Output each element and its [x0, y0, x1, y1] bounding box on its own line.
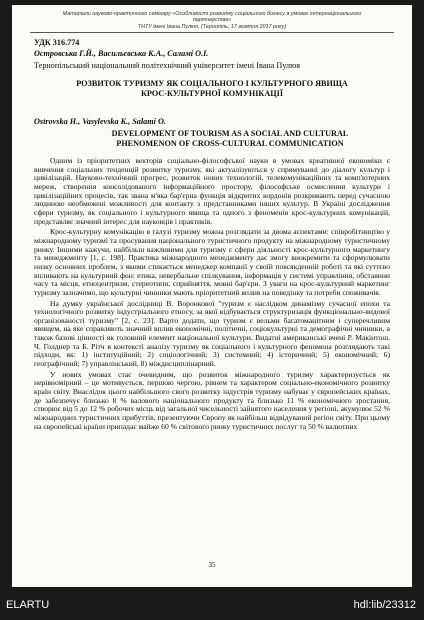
handle-link[interactable]: hdl:lib/23312	[353, 599, 416, 611]
conference-header	[30, 11, 394, 30]
authors: Островська Г.Й., Васильєвська К.А., Саламі О.І.	[34, 49, 209, 58]
paragraph: На думку української дослідниці В. Воронкової "туризм є наслідком динамізму сучасної епохи та технологічного розвитку індустріального етносу, за якої відбувається структуризація функціонально-видової організованості туризму" [2, с. 23]. Варто додати, що туризм є вельми багатоманітним і суперечливим явищем, на яке справляють значний вплив економічні, політичні, соціокультурні та демографічні чинники, а також базові цінності як головний елемент національної культури. Видатні американські вчені Р. Макінтош, Ч. Голднер та Б. Рітч в контексті аналізу туризму як соціального і культурного феномена розглядають такі підходи, як: 1) інституційний; 2) соціологічний; 3) системний; 4) історичний; 5) економічний; 6) географічний; 7) управлінський, 8) міждисциплінарний.	[34, 298, 390, 369]
header-line-3: ТНТУ імені Івана Пулюя, (Тернопіль, 17 жовтня 2017 року)	[137, 23, 287, 30]
affiliation: Тернопільський національний політехнічний університет імені Івана Пулюя	[34, 61, 301, 70]
document-page	[12, 5, 412, 587]
english-authors: Ostrovska H., Vasylevska K., Salami O.	[34, 117, 166, 126]
header-line-1: Матеріали науково-практичного семінару «Особливості розвитку соціального бізнесу в умовах інтернаціонального	[62, 11, 362, 17]
page-number: 35	[208, 561, 216, 569]
en-title-line-1: DEVELOPMENT OF TOURISM AS A SOCIAL AND CULTURAL	[111, 129, 349, 138]
article-body	[34, 157, 390, 433]
title-line-2: КРОС-КУЛЬТУРНОЇ КОМУНІКАЦІЇ	[140, 89, 284, 98]
header-rule	[30, 32, 394, 33]
paragraph: У нових умовах стає очевидним, що розвиток міжнародного туризму характеризується як нерівномірний – це мотивується, першою чергою, рівнем та характером соціально-економічного розвитку країн світу. Внаслідок цього найбільшого свого розвитку індустрія туризму набуває у європейських країнах, де забезпечує близько 8 % валового національного продукту та близько 11 % економічного зростання, створює від 5 до 12 % робочих місць від загальної чисельності зайнятого населення у регіоні, акумулює 52 % міжнародних туристичних прибуттів, презентуючи Європу як найбільш відвідуваний регіон світу. При цьому на європейські країни припадає майже 60 % світового ринку туристичних послуг та 50 % валютних	[34, 369, 390, 431]
article-title	[34, 79, 390, 99]
repository-name: ELARTU	[6, 599, 50, 611]
udk-code: УДК 316.774	[34, 38, 80, 47]
footer-bar	[0, 592, 424, 620]
title-line-1: РОЗВИТОК ТУРИЗМУ ЯК СОЦІАЛЬНОГО І КУЛЬТУРНОГО ЯВИЩА	[76, 79, 348, 88]
paragraph: Одним із пріоритетних векторів соціально-філософської науки в умовах креативної економіки є вивчення соціальних тенденцій розвитку туризму, які актуалізуються у спрямуванні до діалогу культур і цивілізацій. Науково-технічний прогрес, розвиток нових технологій, телекомунікаційних та комп'ютерних мереж, створення консолідованого інформаційного простору, філософське осмислення культури і цивілізаційних процесів, так звана м'яка бар'єрна функція відкритих кордонів розкривають перед сучасною людиною необмежені можливості для контакту з представниками інших культур. В Україні дослідження сфери туризму, як соціального і культурного явища та одного з феноменів крос-культурних комунікацій, представляє значний інтерес для науковців і практиків.	[34, 156, 390, 226]
en-title-line-2: PHENOMENON OF CROSS-CULTURAL COMMUNICATION	[116, 139, 344, 148]
header-line-2: партнерства»	[192, 17, 232, 24]
english-title	[80, 129, 380, 149]
paragraph: Крос-культурну комунікацію в галузі туризму можна розглядати за двома аспектами: співробітництво у міжнародному туризмі та просування національного туристичного продукту на міжнародному туристичному ринку. Іншими кажучи, найбільш важливими для туризму є сфери діяльності крос-культурного маркетингу та менеджменту [1, с. 198]. Практика міжнародного менеджменту дає змогу виокремити та сформулювати низку основних проблем, з якими стикається менеджер компанії у своїй повсякденній роботі та які суттєво впливають на культурний фон: етика, невербальне спілкування, інформація у системі управління, обставини часу та місця, етноцентризм, стереотипи, сприйняття, мовні бар'єри. З уваги на крос-культурний маркетинг туризму зазначимо, що культурні чинники мають пріоритетний вплив на поведінку та потреби споживачів.	[34, 227, 390, 297]
